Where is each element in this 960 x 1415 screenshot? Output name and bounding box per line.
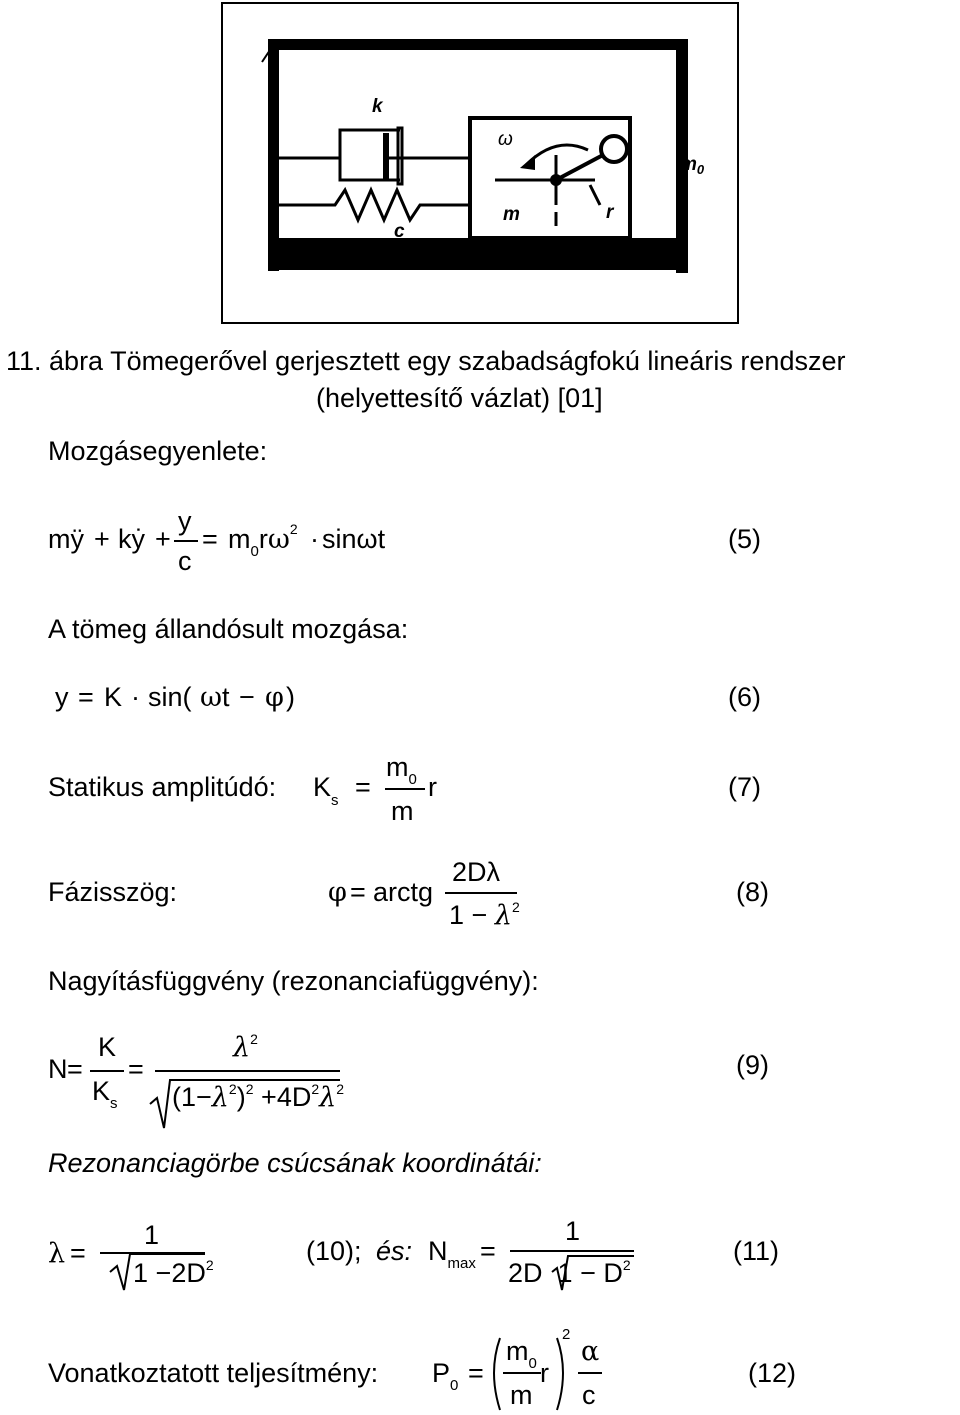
- eq5-plus2: +: [155, 524, 171, 554]
- heading-eq5: Mozgásegyenlete:: [48, 436, 268, 466]
- eq7-r: r: [428, 772, 437, 802]
- eq6-y: y: [55, 682, 69, 712]
- eq10-lambda: λ: [48, 1238, 66, 1269]
- eq8-frac-line: [445, 892, 517, 894]
- heading-eq10-11: Rezonanciagörbe csúcsának koordinátái:: [48, 1148, 542, 1178]
- eq9-den: $(1-\lambda^2)^2 +4D^2\lambda^2$: [172, 1081, 345, 1113]
- eq7-K: $K_s$: [313, 772, 339, 809]
- eq6-close: ): [286, 682, 295, 712]
- eq9-equals2: =: [128, 1054, 144, 1084]
- eq6-equals: =: [78, 682, 94, 712]
- eq8-equals: =: [350, 877, 366, 907]
- eq5-number: (5): [728, 524, 761, 554]
- eq11-den: 2D $1 - D^2$: [508, 1257, 631, 1288]
- eq12-num: $m_0$: [506, 1336, 537, 1372]
- mechanical-system-diagram: [0, 0, 960, 330]
- eq12-den: m: [510, 1380, 533, 1410]
- eq6-phi: φ: [265, 682, 284, 713]
- label-m: m: [503, 204, 520, 225]
- eq6-sin: sin(: [148, 682, 192, 712]
- eq6-omega: ω: [200, 682, 223, 713]
- eq5-frac-den: c: [178, 546, 192, 576]
- eq10-ref: (10);: [306, 1236, 362, 1266]
- eq5-equals: =: [202, 524, 218, 554]
- eq12-r: r: [540, 1358, 549, 1388]
- eq6-t: t: [222, 682, 230, 712]
- eq12-frac2-line: [578, 1372, 602, 1374]
- eq9-frac2-line: [155, 1070, 340, 1072]
- eq12-alpha: α: [581, 1336, 600, 1367]
- eq11-es: és:: [376, 1236, 413, 1266]
- heading-eq6: A tömeg állandósult mozgása:: [48, 614, 409, 644]
- eq11-frac-line: [510, 1250, 634, 1252]
- eq9-frac1-num: K: [98, 1032, 117, 1062]
- eq10-equals: =: [70, 1238, 86, 1268]
- eq10-den: $1 -2D^2$: [133, 1257, 214, 1288]
- eq5-dot: ·: [310, 524, 319, 554]
- label-omega: ω: [498, 129, 513, 150]
- label-m0: $m_0$: [680, 154, 705, 177]
- eq9-frac1-den: $K_s$: [92, 1076, 118, 1112]
- caption-line2: (helyettesítő vázlat) [01]: [316, 383, 603, 413]
- eq11-equals: =: [480, 1236, 496, 1266]
- label-c: c: [394, 221, 405, 242]
- eq6-number: (6): [728, 682, 761, 712]
- label-r: r: [606, 202, 614, 223]
- eq8-phi: φ: [328, 877, 347, 908]
- eq6-K: K: [104, 682, 123, 712]
- eq7-den: m: [391, 796, 414, 826]
- eq5-plus1: +: [94, 524, 110, 554]
- eq6-minus: −: [239, 682, 255, 712]
- caption-line1: 11. ábra Tömegerővel gerjesztett egy szabadságfokú lineáris rendszer: [6, 346, 846, 376]
- eq12-c: c: [582, 1380, 596, 1410]
- eq7-number: (7): [728, 772, 761, 802]
- eq8-arctg: arctg: [373, 877, 434, 907]
- eq8-num: 2Dλ: [452, 857, 501, 887]
- eq12-sup: 2: [562, 1326, 571, 1343]
- eq5-lhs-m: mÿ: [48, 524, 84, 554]
- eq12-equals: =: [468, 1358, 484, 1388]
- eq8-den: $1 - \lambda^2$: [449, 899, 520, 931]
- eq5-rhs-m: $m_0r\omega^2$: [228, 521, 298, 560]
- eq5-frac-num: y: [178, 506, 192, 536]
- eq7-num: $m_0$: [386, 752, 417, 788]
- eq9-number: (9): [736, 1050, 769, 1080]
- eq11-number: (11): [733, 1236, 780, 1266]
- eq9-equals1: =: [67, 1054, 83, 1084]
- eq5-frac-line: [174, 540, 198, 542]
- heading-eq9: Nagyításfüggvény (rezonanciafüggvény):: [48, 966, 539, 996]
- eq12-number: (12): [748, 1358, 797, 1388]
- eq11-num: 1: [565, 1216, 581, 1246]
- eq9-frac1-line: [90, 1070, 124, 1072]
- eq6-dot: ·: [131, 682, 140, 712]
- label-k: k: [372, 96, 383, 117]
- eq9-N: N: [48, 1054, 68, 1084]
- eq12-P: $P_0$: [432, 1358, 459, 1394]
- eq10-num: 1: [144, 1220, 160, 1250]
- heading-eq12: Vonatkoztatott teljesítmény:: [48, 1358, 379, 1388]
- eq7-frac-line: [385, 788, 425, 790]
- eq5-sin: sinωt: [322, 524, 386, 554]
- eq11-N: $N_{max}$: [428, 1236, 476, 1272]
- eq7-equals: =: [355, 772, 371, 802]
- eq8-number: (8): [736, 877, 769, 907]
- heading-eq8: Fázisszög:: [48, 877, 178, 907]
- eq10-frac-line: [100, 1252, 205, 1254]
- eq12-frac-line: [503, 1372, 541, 1374]
- heading-eq7: Statikus amplitúdó:: [48, 772, 277, 802]
- eq5-lhs-k: kẏ: [118, 524, 145, 554]
- eq9-num: $\lambda^2$: [233, 1031, 258, 1063]
